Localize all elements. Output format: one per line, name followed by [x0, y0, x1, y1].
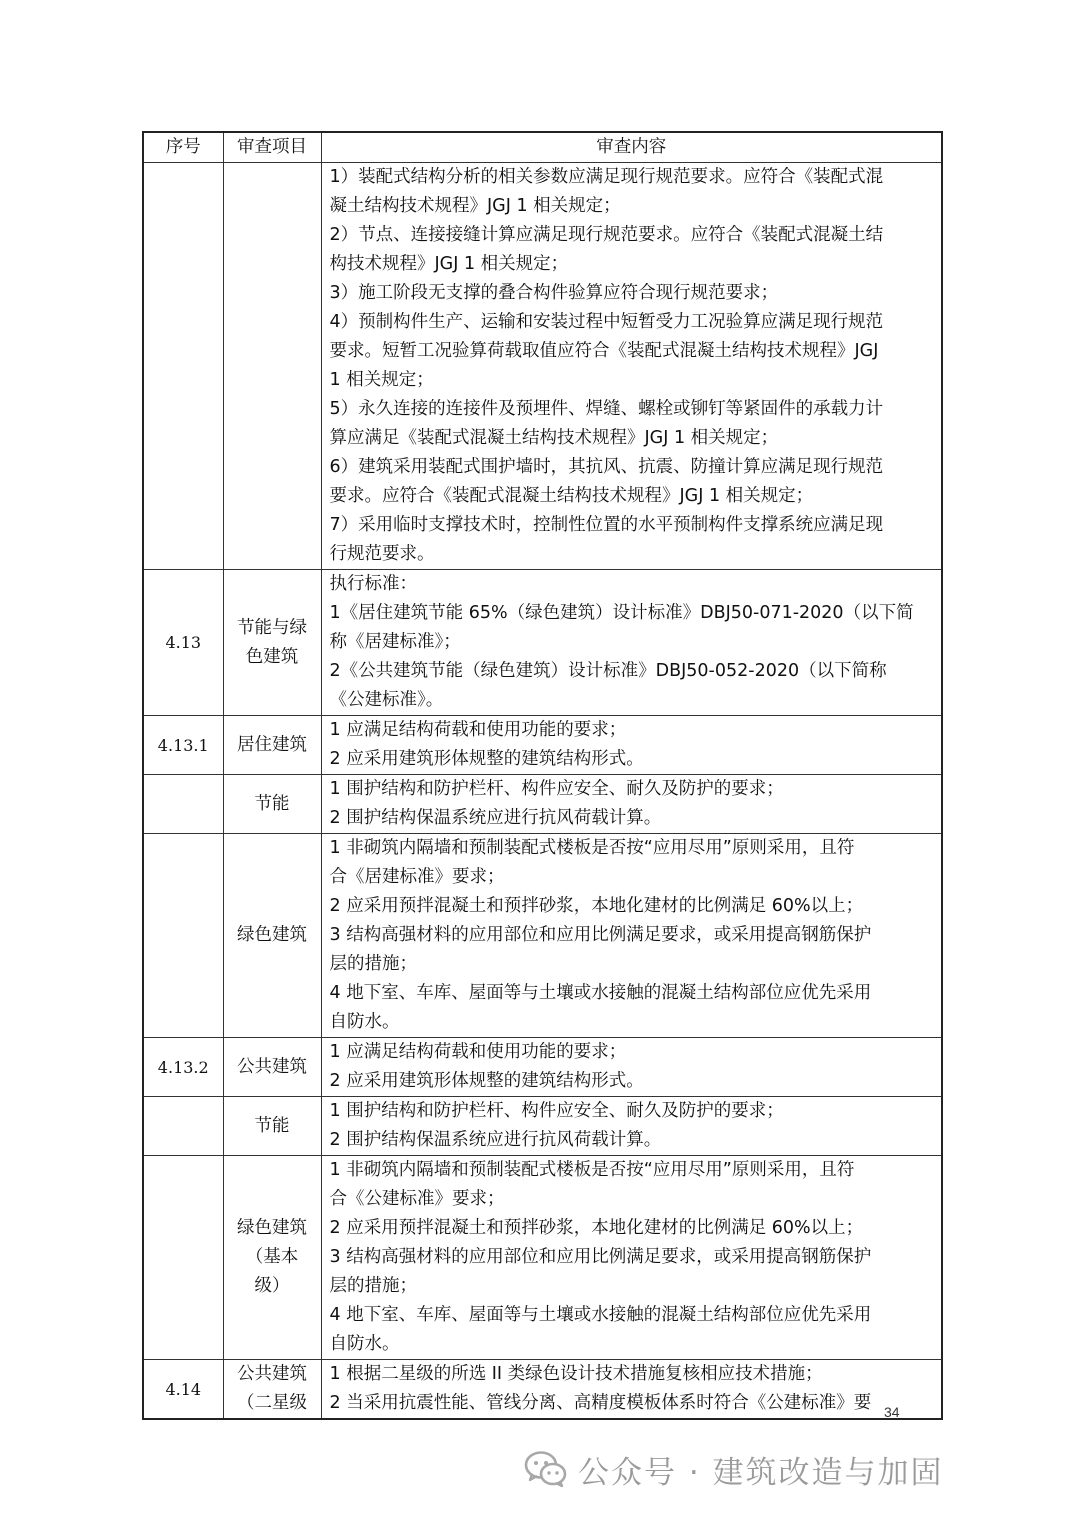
- cell-no: 4.13: [143, 570, 223, 716]
- cell-item: [223, 1156, 321, 1360]
- table-row: [143, 1038, 942, 1097]
- cell-item: [223, 775, 321, 834]
- content-line: 自防水。: [329, 1012, 400, 1032]
- content-line: 2）节点、连接接缝计算应满足现行规范要求。应符合《装配式混凝土结: [329, 225, 884, 245]
- content-line: 1 非砌筑内隔墙和预制装配式楼板是否按“应用尽用”原则采用，且符: [329, 1160, 855, 1180]
- table-row: [143, 834, 942, 1038]
- content-line: 执行标准：: [329, 574, 417, 594]
- content-line: 3 结构高强材料的应用部位和应用比例满足要求，或采用提高钢筋保护: [329, 925, 872, 945]
- content-line: 4 地下室、车库、屋面等与土壤或水接触的混凝土结构部位应优先采用: [329, 1305, 872, 1325]
- table-row: [143, 1097, 942, 1156]
- content-line: 2 应采用预拌混凝土和预拌砂浆，本地化建材的比例满足 60%以上；: [329, 1218, 864, 1238]
- content-line: 6）建筑采用装配式围护墙时，其抗风、抗震、防撞计算应满足现行规范: [329, 457, 884, 477]
- review-table: [142, 131, 943, 1420]
- watermark-text: 公众号 · 建筑改造与加固: [578, 1454, 944, 1491]
- content-line: 合《公建标准》要求；: [329, 1189, 505, 1209]
- content-line: 称《居建标准》；: [329, 632, 461, 652]
- content-line: 凝土结构技术规程》JGJ 1 相关规定；: [329, 196, 621, 216]
- content-line: 2 应采用建筑形体规整的建筑结构形式。: [329, 1071, 644, 1091]
- content-line: 要求。短暂工况验算荷载取值应符合《装配式混凝土结构技术规程》JGJ: [329, 341, 879, 361]
- header-no: 序号: [143, 132, 223, 163]
- content-line: 2 围护结构保温系统应进行抗风荷载计算。: [329, 1130, 662, 1150]
- content-line: 层的措施；: [329, 1276, 417, 1296]
- cell-item: [223, 1038, 321, 1097]
- cell-item: [223, 570, 321, 716]
- content-line: 2《公共建筑节能（绿色建筑）设计标准》DBJ50-052-2020（以下简称: [329, 661, 887, 681]
- cell-content: [321, 1156, 942, 1360]
- content-line: 1 应满足结构荷载和使用功能的要求；: [329, 1042, 627, 1062]
- header-content: 审查内容: [321, 132, 942, 163]
- cell-no: [143, 834, 223, 1038]
- item-line: （基本: [245, 1247, 299, 1267]
- item-line: 公共建筑: [237, 1364, 307, 1384]
- cell-no: [143, 163, 223, 570]
- item-line: 公共建筑: [237, 1056, 307, 1077]
- content-line: 7）采用临时支撑技术时，控制性位置的水平预制构件支撑系统应满足现: [329, 515, 884, 535]
- cell-content: [321, 834, 942, 1038]
- content-line: 1 相关规定；: [329, 370, 434, 390]
- cell-no: 4.13.1: [143, 716, 223, 775]
- content-line: 行规范要求。: [329, 544, 435, 564]
- content-line: 1 根据二星级的所选 II 类绿色设计技术措施复核相应技术措施；: [329, 1364, 823, 1384]
- content-line: 构技术规程》JGJ 1 相关规定；: [329, 254, 569, 274]
- table-row: [143, 775, 942, 834]
- content-line: 1 围护结构和防护栏杆、构件应安全、耐久及防护的要求；: [329, 1101, 784, 1121]
- item-line: 节能: [254, 793, 290, 814]
- table-row: [143, 1360, 942, 1420]
- cell-no: [143, 775, 223, 834]
- content-line: 5）永久连接的连接件及预埋件、焊缝、螺栓或铆钉等紧固件的承载力计: [329, 399, 884, 419]
- content-line: 3 结构高强材料的应用部位和应用比例满足要求，或采用提高钢筋保护: [329, 1247, 872, 1267]
- cell-content: [321, 1097, 942, 1156]
- content-line: 1 围护结构和防护栏杆、构件应安全、耐久及防护的要求；: [329, 779, 784, 799]
- cell-content: [321, 775, 942, 834]
- item-line: 绿色建筑: [237, 925, 307, 945]
- cell-content: [321, 1038, 942, 1097]
- item-line: 居住建筑: [237, 734, 307, 755]
- content-line: 1《居住建筑节能 65%（绿色建筑）设计标准》DBJ50-071-2020（以下简: [329, 603, 914, 623]
- table-header-row: [143, 132, 942, 163]
- content-line: 2 应采用预拌混凝土和预拌砂浆，本地化建材的比例满足 60%以上；: [329, 896, 864, 916]
- content-line: 4 地下室、车库、屋面等与土壤或水接触的混凝土结构部位应优先采用: [329, 983, 872, 1003]
- cell-item: [223, 1360, 321, 1420]
- cell-item: [223, 716, 321, 775]
- item-line: 级）: [254, 1276, 290, 1296]
- table-body: [143, 163, 942, 1420]
- content-line: 要求。应符合《装配式混凝土结构技术规程》JGJ 1 相关规定；: [329, 486, 814, 506]
- cell-item: [223, 834, 321, 1038]
- page-number: 34: [884, 1404, 900, 1420]
- content-line: 3）施工阶段无支撑的叠合构件验算应符合现行规范要求；: [329, 283, 779, 303]
- content-line: 1）装配式结构分析的相关参数应满足现行规范要求。应符合《装配式混: [329, 167, 884, 187]
- content-line: 2 应采用建筑形体规整的建筑结构形式。: [329, 749, 644, 769]
- item-line: 节能与绿: [237, 617, 307, 638]
- table-row: [143, 716, 942, 775]
- header-item: 审查项目: [223, 132, 321, 163]
- content-line: 1 应满足结构荷载和使用功能的要求；: [329, 720, 627, 740]
- item-line: 绿色建筑: [237, 1218, 307, 1238]
- content-line: 4）预制构件生产、运输和安装过程中短暂受力工况验算应满足现行规范: [329, 312, 884, 332]
- table-row: [143, 163, 942, 570]
- content-line: 1 非砌筑内隔墙和预制装配式楼板是否按“应用尽用”原则采用，且符: [329, 838, 855, 858]
- item-line: 色建筑: [245, 646, 299, 667]
- content-line: 算应满足《装配式混凝土结构技术规程》JGJ 1 相关规定；: [329, 428, 779, 448]
- cell-content: [321, 1360, 942, 1420]
- content-line: 自防水。: [329, 1334, 400, 1354]
- watermark: [524, 1444, 944, 1494]
- content-line: 2 围护结构保温系统应进行抗风荷载计算。: [329, 808, 662, 828]
- table-row: [143, 1156, 942, 1360]
- content-line: 层的措施；: [329, 954, 417, 974]
- wechat-icon: [524, 1449, 568, 1489]
- cell-no: [143, 1097, 223, 1156]
- cell-no: 4.13.2: [143, 1038, 223, 1097]
- cell-item: [223, 1097, 321, 1156]
- content-line: 《公建标准》。: [329, 690, 444, 710]
- item-line: （二星级: [237, 1393, 307, 1413]
- content-line: 合《居建标准》要求；: [329, 867, 505, 887]
- content-line: 2 当采用抗震性能、管线分离、高精度模板体系时符合《公建标准》要: [329, 1393, 872, 1413]
- cell-no: 4.14: [143, 1360, 223, 1420]
- cell-content: [321, 570, 942, 716]
- item-line: 节能: [254, 1115, 290, 1136]
- cell-content: [321, 716, 942, 775]
- cell-item: [223, 163, 321, 570]
- cell-no: [143, 1156, 223, 1360]
- cell-content: [321, 163, 942, 570]
- table-row: [143, 570, 942, 716]
